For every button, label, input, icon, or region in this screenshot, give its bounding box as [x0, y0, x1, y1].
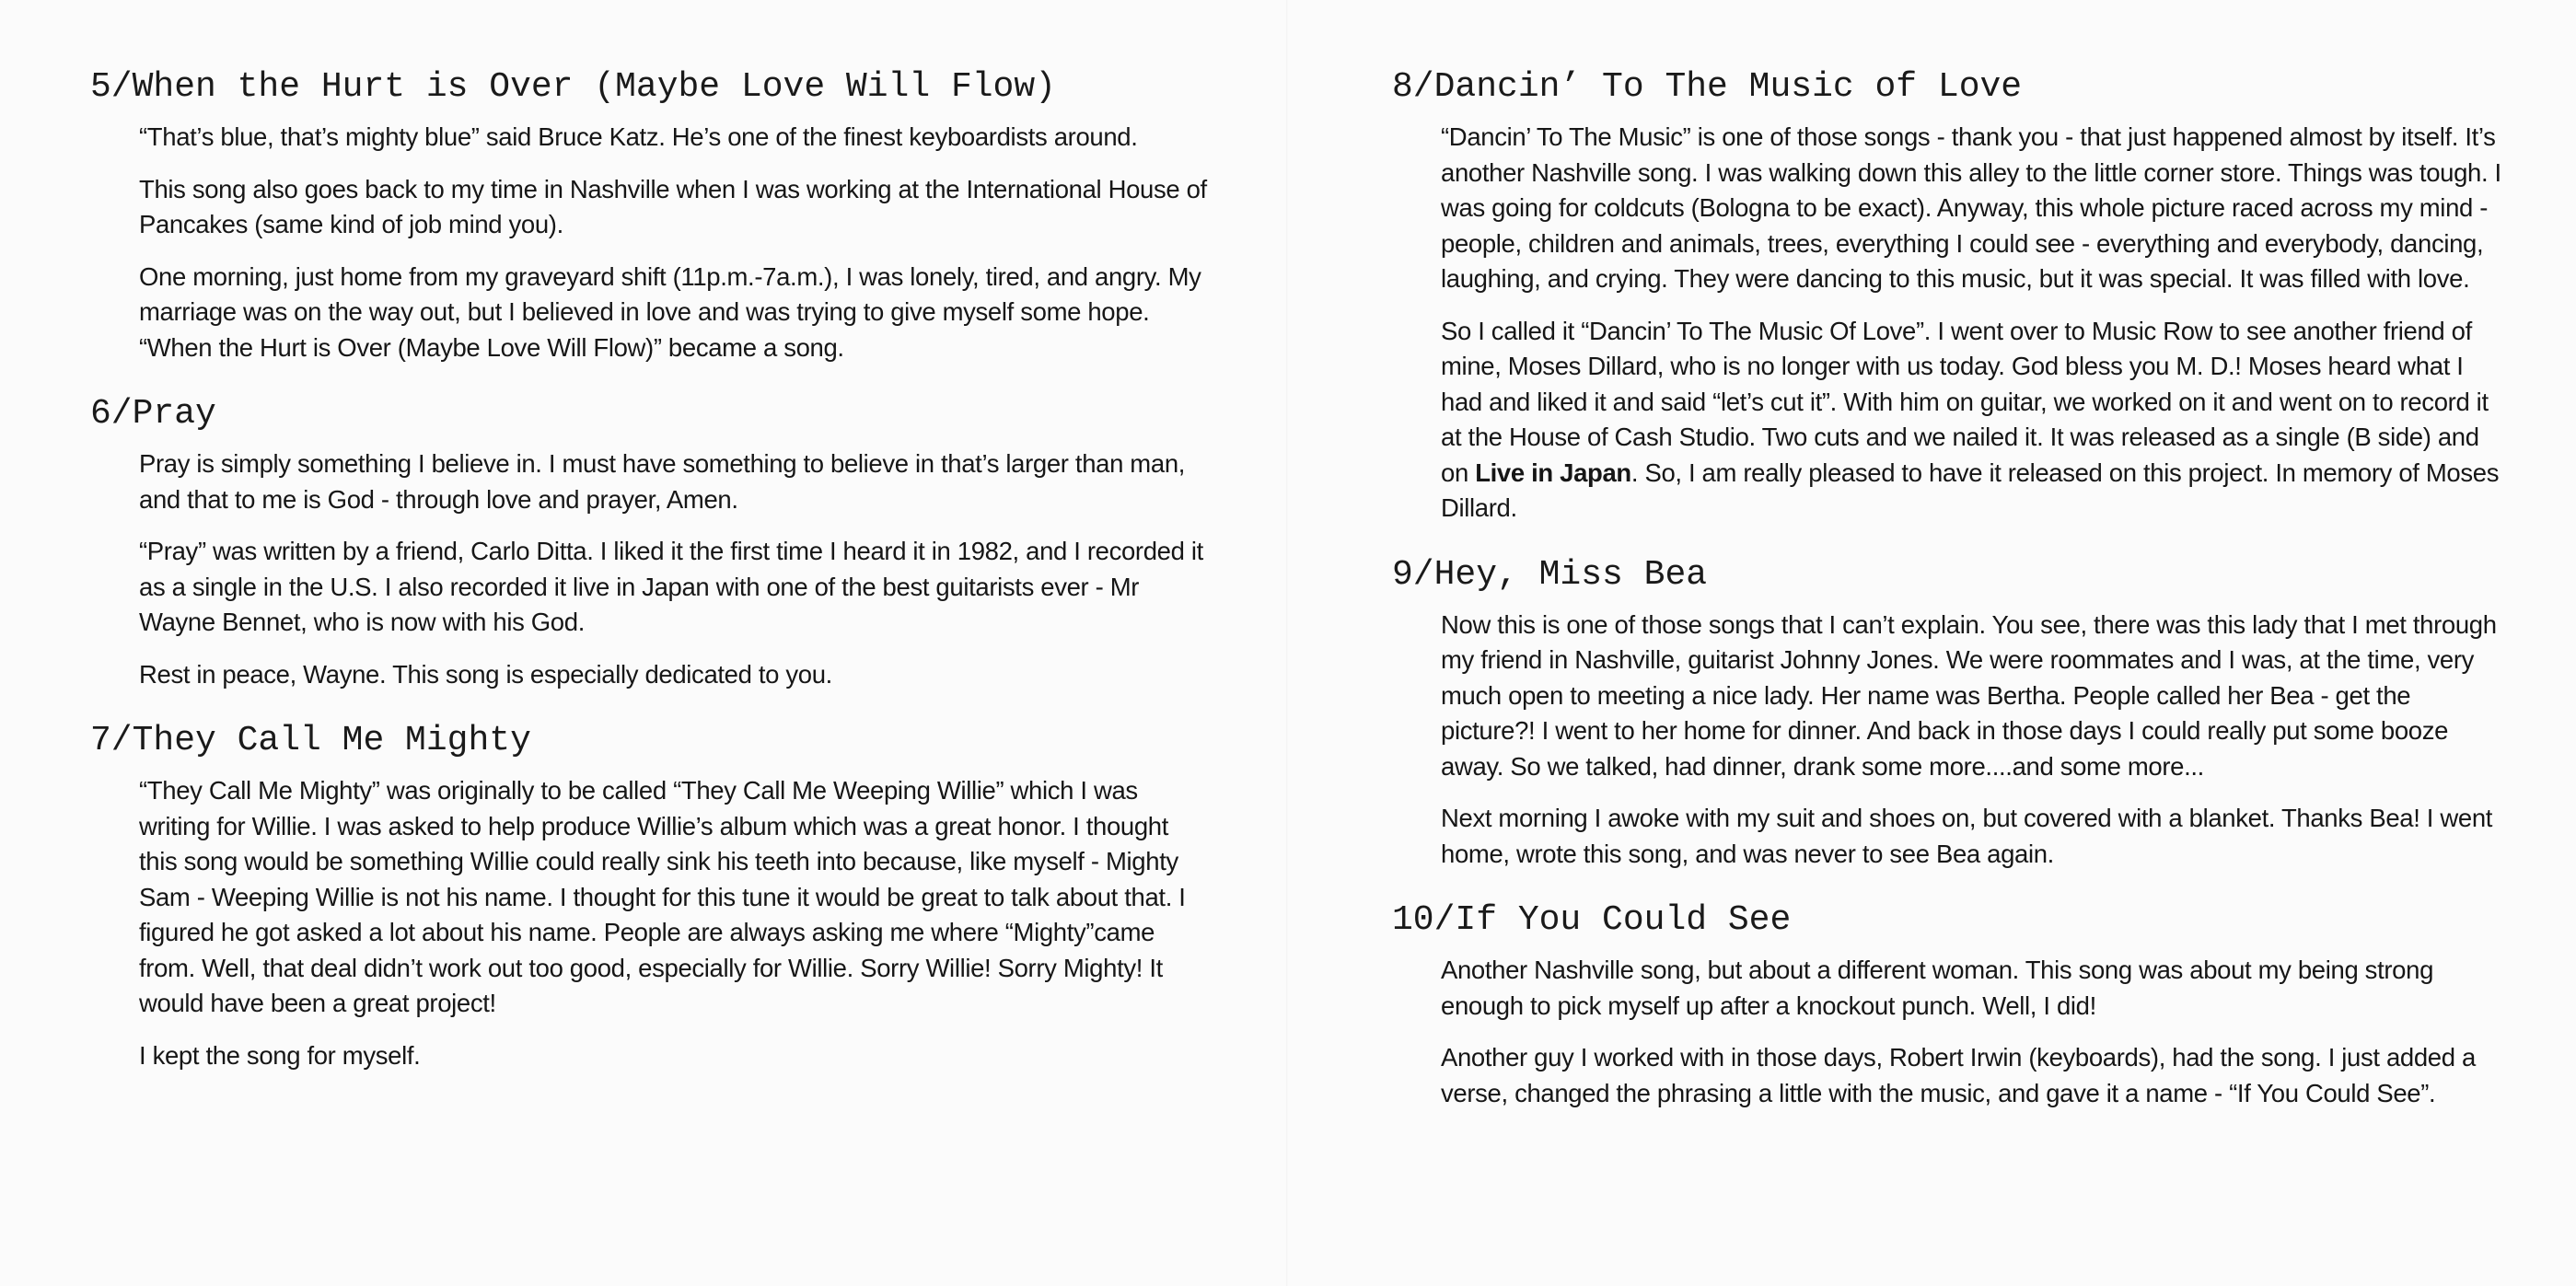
song-paragraph: Another Nashville song, but about a different woman. This song was about my being strong enough to pick myself up after a knockout punch. Well, I did!: [1441, 956, 2434, 1020]
song-paragraph: [1441, 314, 2504, 527]
song-paragraph: One morning, just home from my graveyard shift (11p.m.-7a.m.), I was lonely, tired, and angry. My marriage was on the way out, but I believed in love and was trying to give myself some hope. “When the Hurt is Over (Maybe Love Will Flow)” became a song.: [139, 261, 1201, 362]
paragraph-text: So I called it “Dancin’ To The Music Of Love”. I went over to Music Row to see another friend of mine, Moses Dillard, who is no longer with us today. God bless you M. D.! Moses heard what I had and liked it and said “let’s cut it”. With him on guitar, we worked on it and went on to record it at the House of Cash Studio. Two cuts and we nailed it. It was released as a single (B side) and on: [1441, 316, 2489, 487]
paragraph-text: . So, I am really pleased to have it released on this project. In memory of Moses Dillard.: [1441, 458, 2500, 522]
song-title: 5/When the Hurt is Over (Maybe Love Will Flow): [90, 67, 1056, 107]
song-paragraph: I kept the song for myself.: [139, 1040, 421, 1070]
song-entry: [1392, 64, 2506, 527]
song-paragraph: “That’s blue, that’s mighty blue” said Bruce Katz. He’s one of the finest keyboardists around.: [139, 122, 1138, 151]
song-entry: [90, 718, 1218, 1073]
right-column: [1392, 64, 2506, 1137]
song-paragraph: “Pray” was written by a friend, Carlo Ditta. I liked it the first time I heard it in 1982, and I recorded it as a single in the U.S. I also recorded it live in Japan with one of the best guitarists ever - Mr Wayne Bennet, who is now with his God.: [139, 537, 1203, 636]
song-entry: [1392, 552, 2506, 873]
song-paragraph: This song also goes back to my time in Nashville when I was working at the International House of Pancakes (same kind of job mind you).: [139, 174, 1207, 238]
song-title: 10/If You Could See: [1392, 900, 1792, 940]
song-title: 8/Dancin’ To The Music of Love: [1392, 67, 2023, 107]
song-paragraph: Next morning I awoke with my suit and shoes on, but covered with a blanket. Thanks Bea! I went home, wrote this song, and was never to see Bea again.: [1441, 804, 2493, 868]
song-paragraph: Pray is simply something I believe in. I must have something to believe in that’s larger than man, and that to me is God - through love and prayer, Amen.: [139, 449, 1186, 514]
song-entry: [90, 64, 1218, 365]
song-title: 7/They Call Me Mighty: [90, 721, 531, 760]
song-paragraph: “Dancin’ To The Music” is one of those songs - thank you - that just happened almost by itself. It’s another Nashville song. I was walking down this alley to the little corner store. Things was tough. I was going for coldcuts (Bologna to be exact). Anyway, this whole picture raced across my mind - people, children and animals, trees, everything I could see - everything and everybody, dancing, laughing, and crying. They were dancing to this music, but it was special. It was filled with love.: [1441, 122, 2501, 293]
song-entry: [90, 391, 1218, 692]
album-title-bold: Live in Japan: [1475, 458, 1631, 487]
song-paragraph: “They Call Me Mighty” was originally to be called “They Call Me Weeping Willie” which I was writing for Willie. I was asked to help produce Willie’s album which was a great honor. I thought this song would be something Willie could really sink his teeth into because, like myself - Mighty Sam - Weeping Willie is not his name. I thought for this tune it would be great to talk about that. I figured he got asked a lot about his name. People are always asking me where “Mighty”came from. Well, that deal didn’t work out too good, especially for Willie. Sorry Willie! Sorry Mighty! It would have been a great project!: [139, 776, 1186, 1017]
song-title: 9/Hey, Miss Bea: [1392, 554, 1708, 595]
song-title: 6/Pray: [90, 394, 216, 434]
song-paragraph: Now this is one of those songs that I can’t explain. You see, there was this lady that I met through my friend in Nashville, guitarist Johnny Jones. We were roommates and I was, at the time, very much open to meeting a nice lady. Her name was Bertha. People called her Bea - get the picture?! I went to her home for dinner. And back in those days I could really put some booze away. So we talked, had dinner, drank some more....and some more...: [1441, 609, 2497, 781]
right-page: [1288, 0, 2576, 1286]
song-paragraph: Another guy I worked with in those days, Robert Irwin (keyboards), had the song. I just added a verse, changed the phrasing a little with the music, and gave it a name - “If You Could See”.: [1441, 1043, 2476, 1107]
left-column: [90, 64, 1218, 1099]
song-entry: [1392, 898, 2506, 1111]
song-paragraph: Rest in peace, Wayne. This song is especially dedicated to you.: [139, 659, 832, 689]
